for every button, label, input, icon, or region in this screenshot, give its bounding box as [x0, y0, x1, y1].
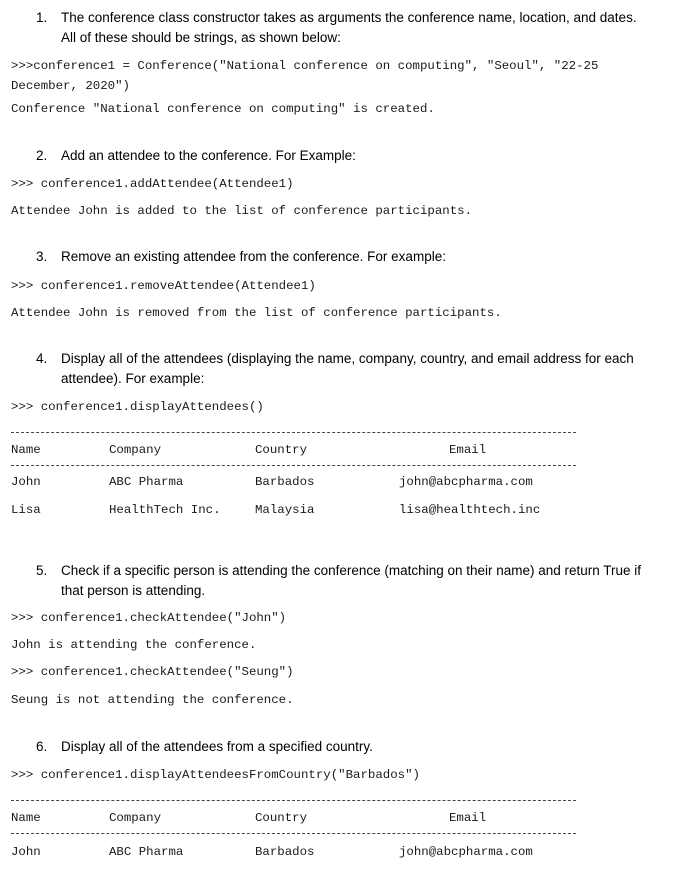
- instruction-item-2: [36, 146, 652, 166]
- code-remove-attendee-output: Attendee John is removed from the list of conference participants.: [11, 306, 502, 320]
- cell-email: lisa@healthtech.inc: [399, 503, 541, 517]
- table-header-row: [11, 440, 611, 460]
- header-country: Country: [255, 443, 308, 457]
- code-display-by-country-call: >>> conference1.displayAttendeesFromCountry("Barbados"): [11, 768, 420, 782]
- cell-company: ABC Pharma: [109, 845, 184, 859]
- code-add-attendee-call: >>> conference1.addAttendee(Attendee1): [11, 177, 294, 191]
- item-text: Display all of the attendees (displaying the name, company, country, and email address for each attendee). For example:: [61, 351, 634, 386]
- table-divider: [11, 833, 576, 834]
- table-divider: [11, 465, 576, 466]
- table-row: [11, 472, 611, 492]
- cell-country: Malaysia: [255, 503, 315, 517]
- header-name: Name: [11, 443, 41, 457]
- table-divider: [11, 432, 576, 433]
- code-constructor-call: >>>conference1 = Conference("National conference on computing", "Seoul", "22-25 December, 2020"): [11, 59, 606, 93]
- item-number: 2.: [36, 148, 48, 163]
- table-divider: [11, 800, 576, 801]
- code-check-attendee-output-1: John is attending the conference.: [11, 638, 257, 652]
- instruction-item-5: [36, 561, 652, 601]
- item-text: Add an attendee to the conference. For Example:: [61, 148, 356, 163]
- code-constructor-output: Conference "National conference on computing" is created.: [11, 102, 435, 116]
- item-number: 1.: [36, 10, 48, 25]
- code-check-attendee-output-2: Seung is not attending the conference.: [11, 693, 294, 707]
- header-name: Name: [11, 811, 41, 825]
- code-remove-attendee-call: >>> conference1.removeAttendee(Attendee1): [11, 279, 316, 293]
- item-number: 6.: [36, 739, 48, 754]
- cell-name: Lisa: [11, 503, 41, 517]
- item-text: Display all of the attendees from a specified country.: [61, 739, 373, 754]
- cell-country: Barbados: [255, 845, 315, 859]
- header-company: Company: [109, 443, 162, 457]
- cell-company: ABC Pharma: [109, 475, 184, 489]
- cell-email: john@abcpharma.com: [399, 845, 533, 859]
- item-number: 3.: [36, 249, 48, 264]
- code-add-attendee-output: Attendee John is added to the list of conference participants.: [11, 204, 473, 218]
- code-check-attendee-call-1: >>> conference1.checkAttendee("John"): [11, 611, 287, 625]
- header-company: Company: [109, 811, 162, 825]
- instruction-item-3: [36, 247, 652, 267]
- code-check-attendee-call-2: >>> conference1.checkAttendee("Seung"): [11, 665, 294, 679]
- cell-email: john@abcpharma.com: [399, 475, 533, 489]
- table-row: [11, 500, 611, 520]
- item-text: Check if a specific person is attending the conference (matching on their name) and return True if that person is attending.: [61, 563, 642, 598]
- item-number: 5.: [36, 563, 48, 578]
- item-text: The conference class constructor takes as arguments the conference name, location, and dates. All of these should be strings, as shown below:: [61, 10, 637, 45]
- item-text: Remove an existing attendee from the conference. For example:: [61, 249, 446, 264]
- cell-company: HealthTech Inc.: [109, 503, 221, 517]
- instruction-item-4: [36, 349, 652, 389]
- header-country: Country: [255, 811, 308, 825]
- table-header-row: [11, 808, 611, 828]
- header-email: Email: [449, 443, 487, 457]
- cell-name: John: [11, 475, 41, 489]
- item-number: 4.: [36, 351, 48, 366]
- cell-country: Barbados: [255, 475, 315, 489]
- cell-name: John: [11, 845, 41, 859]
- table-row: [11, 842, 611, 862]
- instruction-item-1: [36, 8, 652, 48]
- instruction-item-6: [36, 737, 652, 757]
- code-display-attendees-call: >>> conference1.displayAttendees(): [11, 400, 264, 414]
- header-email: Email: [449, 811, 487, 825]
